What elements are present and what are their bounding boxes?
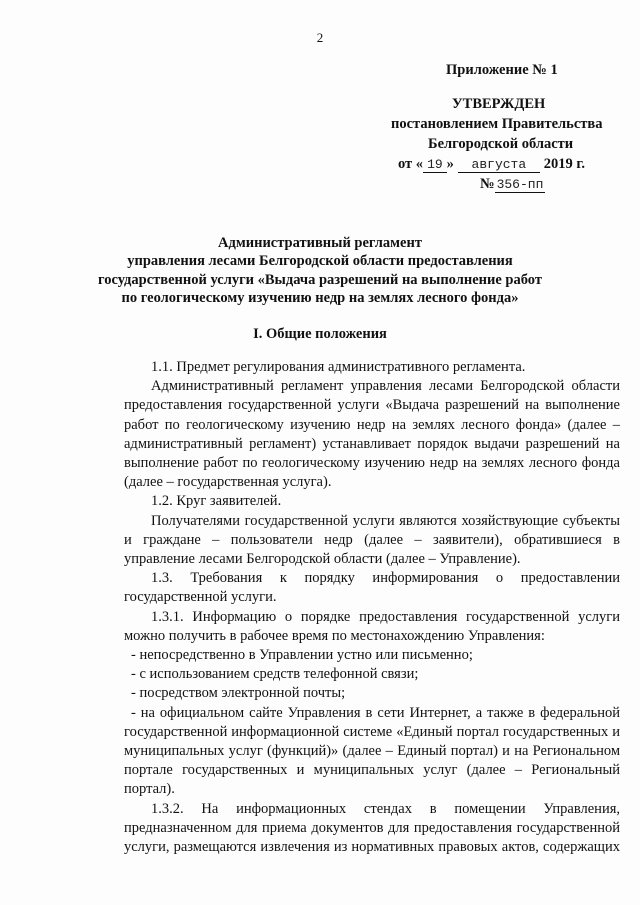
paragraph: 1.3.2. На информационных стендах в помещении Управления, предназначенном для приема документов для предоставления государственной услуги, размещаются извлечения из нормативных правовых актов, содержащих: [124, 800, 620, 856]
paragraph: Административный регламент управления лесами Белгородской области предоставления государственной услуги «Выдача разрешений на выполнение работ по геологическому изучению недр на землях лесного фонда» (далее – административный регламент) устанавливает порядок выдачи разрешений на выполнение работ по геологическому изучению недр на землях лесного фонда (далее – государственная услуга).: [124, 378, 620, 491]
date-prefix: от «: [398, 156, 424, 172]
title-line: по геологическому изучению недр на землях лесного фонда»: [121, 289, 519, 306]
paragraph: 1.3. Требования к порядку информирования о предоставлении государственной услуги.: [124, 570, 620, 606]
approval-number-line: [480, 176, 545, 193]
date-year: 2019 г.: [543, 156, 585, 172]
paragraph: Получателями государственной услуги являются хозяйствующие субъекты и граждане – пользователи недр (далее – заявители), обратившиеся в управление лесами Белгородской области (далее – Управление).: [124, 512, 620, 568]
page-number: 2: [316, 30, 324, 45]
approval-number: 356-пп: [496, 177, 544, 192]
approval-date-line: [398, 156, 585, 173]
approved-label: УТВЕРЖДЕН: [452, 96, 546, 112]
list-item: - с использованием средств телефонной связи;: [131, 666, 419, 683]
appendix-label: Приложение № 1: [446, 62, 558, 78]
date-month: августа: [458, 158, 541, 173]
section-title: I. Общие положения: [253, 326, 387, 342]
date-day: 19: [423, 158, 447, 173]
document-title: [0, 234, 640, 307]
list-item: - посредством электронной почты;: [131, 685, 346, 702]
approval-line-1: постановлением Правительства: [391, 116, 603, 132]
date-mid: »: [446, 156, 454, 172]
number-prefix: №: [480, 176, 495, 192]
title-line: управления лесами Белгородской области предоставления: [127, 253, 513, 270]
approval-line-2: Белгородской области: [428, 136, 574, 152]
document-body: [124, 358, 620, 857]
paragraph: 1.1. Предмет регулирования административного регламента.: [151, 359, 526, 375]
paragraph: 1.2. Круг заявителей.: [151, 493, 282, 510]
list-item: - на официальном сайте Управления в сети Интернет, а также в федеральной государственной информационной системе «Единый портал государственных и муниципальных услуг (функций)» (далее – Единый портал) и на Региональном портале государственных и муниципальных услуг (далее – Региональный портал).: [124, 704, 620, 798]
title-line: Административный регламент: [218, 235, 422, 251]
list-item: - непосредственно в Управлении устно или письменно;: [131, 647, 473, 664]
paragraph: 1.3.1. Информацию о порядке предоставления государственной услуги можно получить в рабочее время по местонахождению Управления:: [124, 608, 620, 644]
title-line: государственной услуги «Выдача разрешений на выполнение работ: [97, 271, 542, 288]
